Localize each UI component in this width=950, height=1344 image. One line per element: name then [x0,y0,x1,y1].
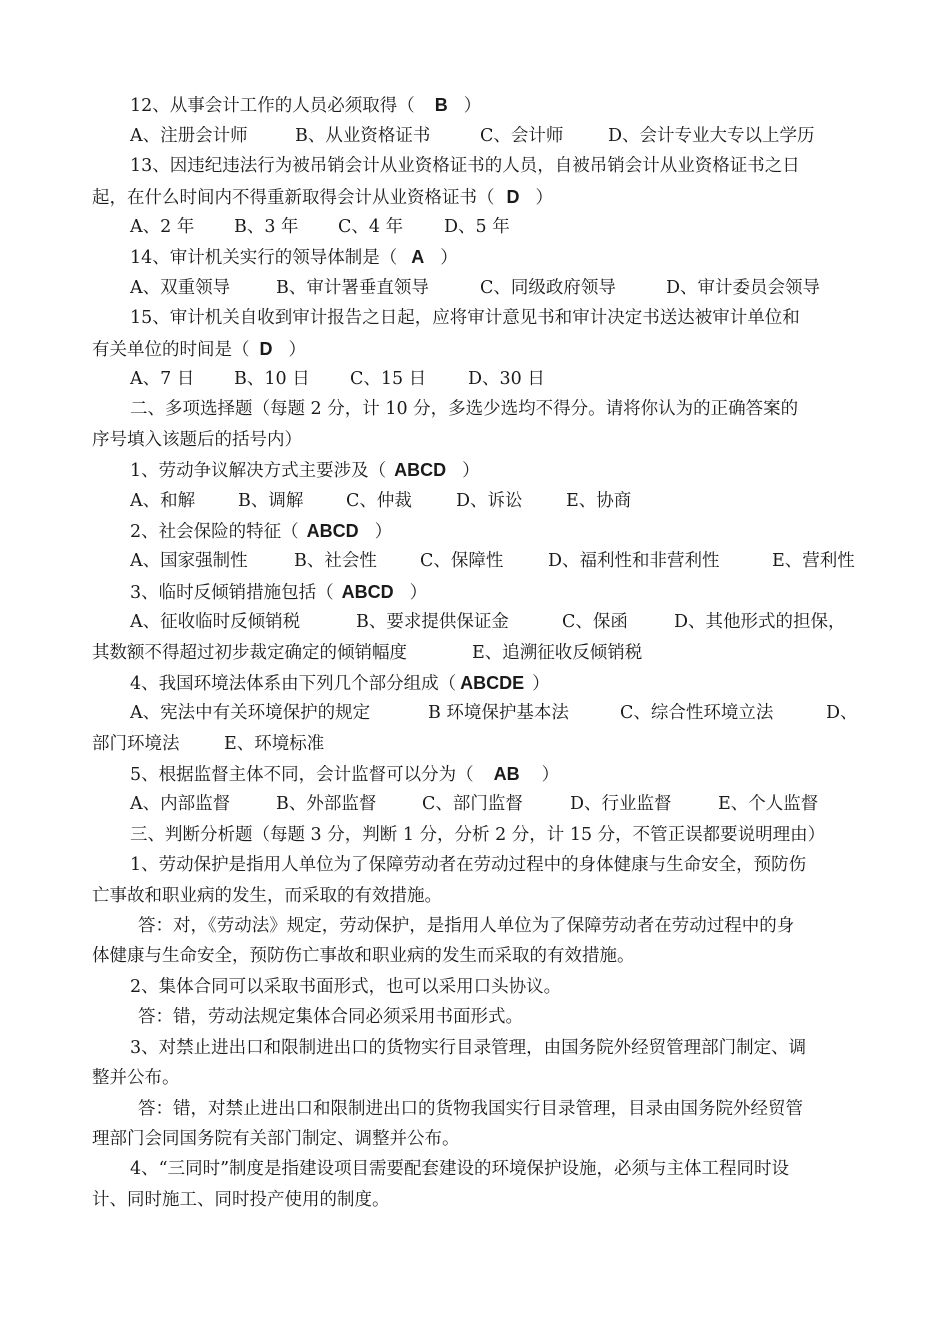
option: B、从业资格证书 [295,126,431,146]
question-14-answer: A [411,247,425,267]
judgement-1-line1: 1、劳动保护是指用人单位为了保障劳动者在劳动过程中的身体健康与生命安全，预防伤 [130,855,807,875]
multi-question-1-stem: 1、劳动争议解决方式主要涉及（ ABCD ） [130,460,480,481]
multi-question-4-options-line2 [92,729,862,759]
option: B、3 年 [234,217,299,237]
option: C、会计师 [480,126,564,146]
section-2-heading-line1: 二、多项选择题（每题 2 分，计 10 分，多选少选均不得分。请将你认为的正确答案的 [130,399,799,419]
option: C、综合性环境立法 [620,703,774,723]
option: D、诉讼 [456,491,523,511]
question-15-stem-line1: 15、审计机关自收到审计报告之日起，应将审计意见书和审计决定书送达被审计单位和 [130,308,800,328]
multi-question-2-stem: 2、社会保险的特征（ ABCD ） [130,521,393,542]
option: B、10 日 [234,369,310,389]
option: B 环境保护基本法 [428,703,569,723]
judgement-2-line1: 2、集体合同可以采取书面形式，也可以采用口头协议。 [130,977,562,997]
question-12-stem: 12、从事会计工作的人员必须取得（ B ） [130,95,482,116]
question-13-answer: D [506,187,520,207]
multi-question-2-answer: ABCD [306,521,359,541]
option: D、 [826,703,858,723]
question-15-answer: D [259,339,273,359]
question-13-options [130,212,865,242]
option: A、注册会计师 [130,126,248,146]
option: D、审计委员会领导 [666,278,821,298]
judgement-3-line2: 整并公布。 [92,1068,180,1088]
option: C、保函 [562,612,628,632]
option: B、要求提供保证金 [356,612,509,632]
option: 部门环境法 [92,734,180,754]
judgement-1-answer-line1: 答：对，《劳动法》规定，劳动保护，是指用人单位为了保障劳动者在劳动过程中的身 [138,916,795,936]
option: C、部门监督 [422,794,523,814]
judgement-1-answer-line2: 体健康与生命安全，预防伤亡事故和职业病的发生而采取的有效措施。 [92,946,635,966]
option: C、保障性 [420,551,504,571]
question-15-options [130,364,865,394]
option: B、社会性 [294,551,377,571]
option: C、4 年 [338,217,404,237]
multi-question-2-options [130,546,865,576]
judgement-3-line1: 3、对禁止进出口和限制进出口的货物实行目录管理，由国务院外经贸管理部门制定、调 [130,1038,807,1058]
option: A、双重领导 [130,278,231,298]
multi-question-5-options [130,789,865,819]
multi-question-3-stem: 3、临时反倾销措施包括（ ABCD ） [130,582,428,603]
option: D、5 年 [444,217,510,237]
option: A、征收临时反倾销税 [130,612,301,632]
option: A、国家强制性 [130,551,248,571]
question-14-stem: 14、审计机关实行的领导体制是（ A ） [130,247,458,268]
question-13-stem-line2: 起，在什么时间内不得重新取得会计从业资格证书（ D ） [92,187,553,208]
multi-question-5-stem: 5、根据监督主体不同，会计监督可以分为（ AB ） [130,764,560,785]
multi-question-3-answer: ABCD [341,582,394,602]
multi-question-5-answer: AB [493,764,520,784]
judgement-3-answer-line2: 理部门会同国务院有关部门制定、调整并公布。 [92,1129,460,1149]
option: 其数额不得超过初步裁定确定的倾销幅度 [92,643,407,663]
option: C、仲裁 [346,491,412,511]
section-2-heading-line2: 序号填入该题后的括号内） [92,430,302,450]
option: C、同级政府领导 [480,278,616,298]
option: B、外部监督 [276,794,377,814]
multi-question-3-options-line2 [92,638,862,668]
multi-question-4-options-line1 [130,698,865,728]
option: E、追溯征收反倾销税 [472,643,643,663]
option: B、调解 [238,491,304,511]
multi-question-4-answer: ABCDE [460,673,525,693]
multi-question-1-options [130,486,865,516]
section-3-heading: 三、判断分析题（每题 3 分，判断 1 分，分析 2 分，计 15 分，不管正误都要说明理由） [130,825,826,845]
option: D、其他形式的担保， [674,612,846,632]
option: E、环境标准 [224,734,325,754]
option: D、行业监督 [570,794,672,814]
judgement-4-line1: 4、“三同时”制度是指建设项目需要配套建设的环境保护设施，必须与主体工程同时设 [130,1159,790,1179]
option: D、30 日 [468,369,545,389]
multi-question-1-answer: ABCD [394,460,447,480]
option: A、和解 [130,491,196,511]
multi-question-3-options-line1 [130,607,865,637]
option: E、协商 [566,491,632,511]
judgement-1-line2: 亡事故和职业病的发生，而采取的有效措施。 [92,886,442,906]
option: A、7 日 [130,369,195,389]
option: A、宪法中有关环境保护的规定 [130,703,371,723]
question-14-options [130,273,865,303]
option: A、内部监督 [130,794,231,814]
question-12-options [130,121,865,151]
option: D、福利性和非营利性 [548,551,720,571]
question-13-stem-line1: 13、因违纪违法行为被吊销会计从业资格证书的人员，自被吊销会计从业资格证书之日 [130,156,800,176]
option: E、个人监督 [718,794,819,814]
judgement-4-line2: 计、同时施工、同时投产使用的制度。 [92,1190,390,1210]
judgement-2-answer-line1: 答：错，劳动法规定集体合同必须采用书面形式。 [138,1007,523,1027]
multi-question-4-stem: 4、我国环境法体系由下列几个部分组成（ ABCDE ） [130,673,550,694]
question-12-answer: B [434,95,448,115]
option: C、15 日 [350,369,427,389]
option: E、营利性 [772,551,855,571]
option: D、会计专业大专以上学历 [608,126,815,146]
judgement-3-answer-line1: 答：错，对禁止进出口和限制进出口的货物我国实行目录管理，目录由国务院外经贸管 [138,1099,803,1119]
option: A、2 年 [130,217,195,237]
option: B、审计署垂直领导 [276,278,429,298]
question-15-stem-line2: 有关单位的时间是（ D ） [92,339,306,360]
